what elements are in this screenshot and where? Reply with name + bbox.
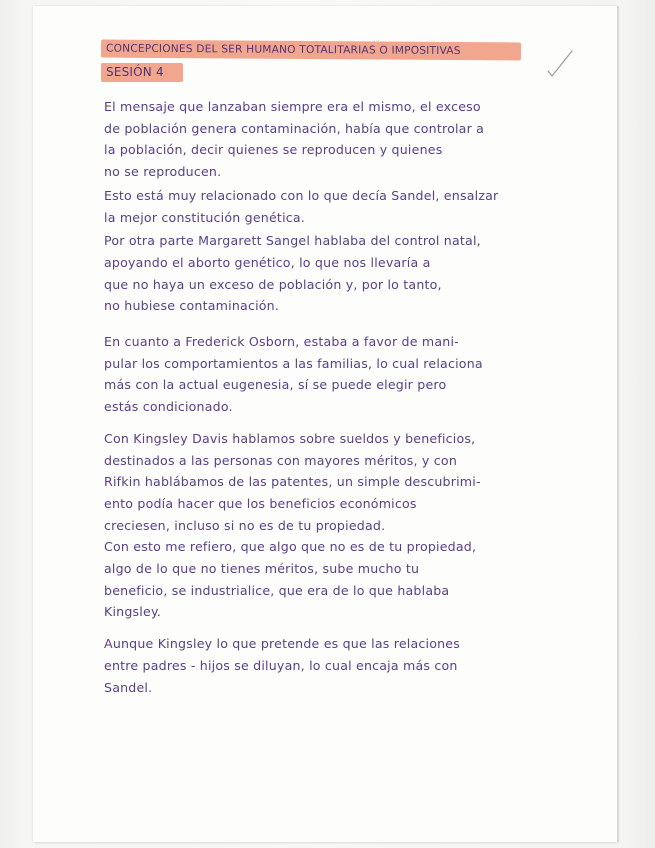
text-line: la mejor constitución genética. (104, 209, 306, 225)
text-line: En cuanto a Frederick Osborn, estaba a favor de mani- (104, 334, 459, 350)
text-line: Aunque Kingsley lo que pretende es que las relaciones (104, 636, 460, 652)
session-label: SESIÓN 4 (106, 65, 164, 79)
paragraph-7 (104, 633, 572, 698)
text-line: la población, decir quienes se reproducen y quienes (104, 142, 443, 158)
text-line: Kingsley. (104, 604, 162, 620)
text-line: Con esto me refiero, que algo que no es de tu propiedad, (104, 539, 477, 555)
text-line: apoyando el aborto genético, lo que nos llevaría a (104, 254, 431, 270)
text-line: creciesen, incluso si no es de tu propiedad. (104, 517, 386, 533)
paragraph-6 (104, 536, 572, 623)
paragraph-2 (104, 185, 572, 228)
text-line: entre padres - hijos se diluyan, lo cual encaja más con (104, 657, 458, 673)
text-line: Esto está muy relacionado con lo que decía Sandel, ensalzar (104, 187, 499, 203)
paper-edge (617, 6, 619, 842)
text-line: ento podía hacer que los beneficios económicos (104, 495, 417, 511)
text-line: El mensaje que lanzaban siempre era el mismo, el exceso (104, 99, 481, 114)
text-line: Con Kingsley Davis hablamos sobre sueldos y beneficios, (104, 430, 476, 446)
text-line: beneficio, se industrialice, que era de lo que hablaba (104, 582, 450, 598)
text-line: no hubiese contaminación. (104, 298, 280, 314)
paragraph-3 (104, 230, 572, 317)
handwritten-notes (104, 96, 572, 698)
text-line: no se reproducen. (104, 164, 222, 180)
paragraph-4 (104, 331, 572, 418)
check-mark-icon (545, 48, 575, 80)
text-line: más con la actual eugenesia, sí se puede elegir pero (104, 377, 447, 393)
text-line: Rifkin hablábamos de las patentes, un simple descubrimi- (104, 474, 481, 490)
text-line: de población genera contaminación, había que controlar a (104, 120, 485, 136)
text-line: estás condicionado. (104, 399, 233, 415)
text-line: Sandel. (104, 679, 153, 695)
text-line: que no haya un exceso de población y, por lo tanto, (104, 276, 442, 292)
document-title: CONCEPCIONES DEL SER HUMANO TOTALITARIAS O IMPOSITIVAS (105, 42, 461, 58)
text-line: algo de lo que no tienes méritos, sube mucho tu (104, 561, 420, 577)
paragraph-5 (104, 428, 572, 537)
text-line: destinados a las personas con mayores méritos, y con (104, 452, 457, 468)
paragraph-1 (104, 96, 572, 183)
text-line: pular los comportamientos a las familias, lo cual relaciona (104, 355, 483, 371)
text-line: Por otra parte Margarett Sangel hablaba del control natal, (104, 233, 481, 249)
